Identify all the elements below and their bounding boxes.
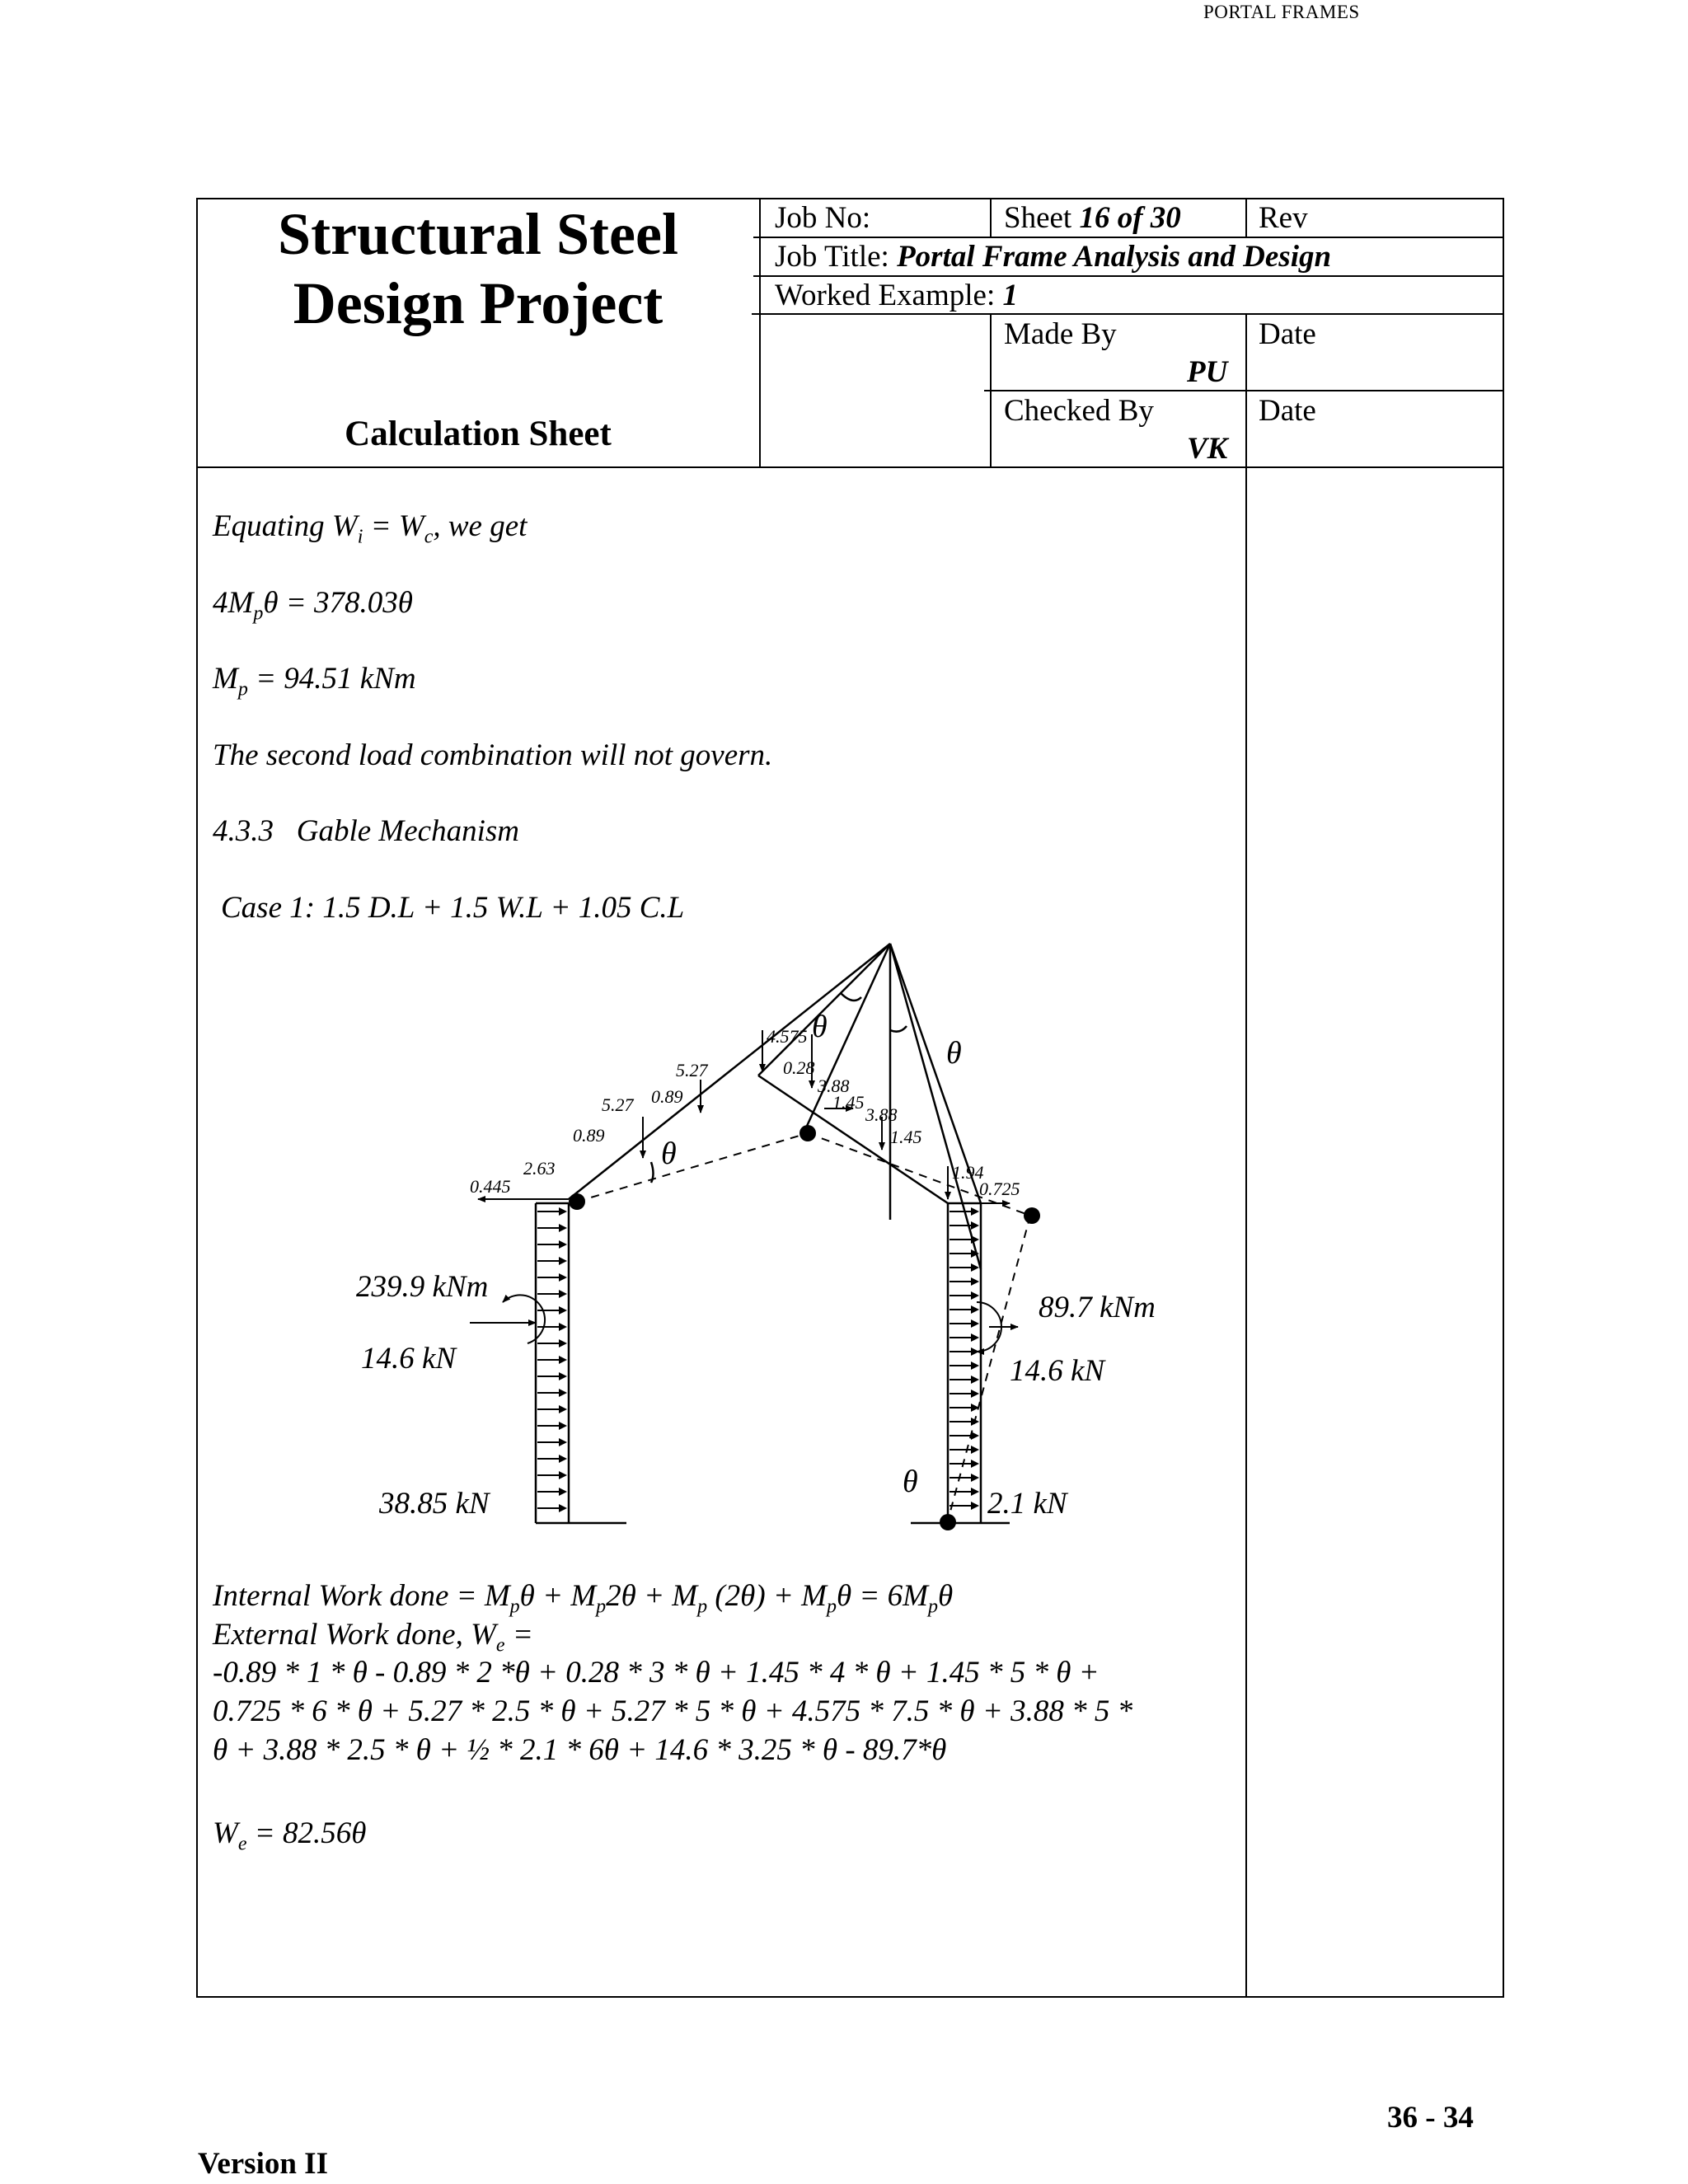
page-number: 36 - 34 bbox=[1387, 2101, 1474, 2135]
subscript: i bbox=[357, 526, 363, 548]
wind-arrow-head bbox=[559, 1455, 567, 1463]
subscript: p bbox=[927, 1596, 938, 1618]
wind-arrow-head bbox=[971, 1502, 979, 1510]
load-label: 0.89 bbox=[573, 1125, 605, 1146]
wind-arrow-head bbox=[559, 1290, 567, 1298]
work-text: θ = 6M bbox=[836, 1579, 928, 1613]
wind-arrow-head bbox=[559, 1488, 567, 1496]
date-label-made: Date bbox=[1259, 317, 1316, 351]
project-title-line2: Design Project bbox=[293, 270, 663, 336]
subscript: e bbox=[495, 1634, 505, 1657]
result-line bbox=[213, 1816, 366, 1855]
right-wind-load-arrows bbox=[950, 1207, 979, 1510]
load-label: 0.725 bbox=[979, 1179, 1020, 1199]
date-label-checked: Date bbox=[1259, 394, 1316, 428]
worked-example-value: 1 bbox=[1002, 279, 1018, 312]
external-work-line bbox=[213, 1617, 533, 1657]
wind-arrow-head bbox=[971, 1221, 979, 1230]
left-horizontal-label: 14.6 kN bbox=[361, 1342, 457, 1376]
calc-line-1: -0.89 * 1 * θ - 0.89 * 2 *θ + 0.28 * 3 * θ + 1.45 * 4 * θ + 1.45 * 5 * θ + bbox=[213, 1656, 1100, 1690]
equating-text: Equating W bbox=[213, 509, 358, 543]
wind-arrow-head bbox=[559, 1323, 567, 1331]
made-by-label: Made By bbox=[1004, 317, 1117, 351]
wind-arrow-head bbox=[971, 1404, 979, 1412]
subscript: c bbox=[424, 526, 434, 548]
load-label: 0.89 bbox=[651, 1086, 683, 1107]
checked-by-label: Checked By bbox=[1004, 394, 1154, 428]
result-text: = 82.56θ bbox=[246, 1816, 367, 1850]
subscript: p bbox=[697, 1596, 708, 1618]
right-moment-label: 89.7 kNm bbox=[1039, 1291, 1156, 1324]
equating-text: , we get bbox=[433, 509, 528, 543]
subscript: p bbox=[596, 1596, 607, 1618]
wind-arrow-head bbox=[559, 1207, 567, 1216]
right-vertical-label: 2.1 kN bbox=[987, 1487, 1067, 1521]
section-heading: 4.3.3 Gable Mechanism bbox=[213, 814, 519, 848]
load-case: Case 1: 1.5 D.L + 1.5 W.L + 1.05 C.L bbox=[221, 891, 685, 925]
wind-arrow-head bbox=[559, 1405, 567, 1413]
theta-label: θ bbox=[946, 1036, 962, 1071]
load-label: 4.575 bbox=[767, 1026, 808, 1047]
theta-arc bbox=[890, 1026, 907, 1032]
equating-text: = W bbox=[363, 509, 424, 543]
right-horizontal-label: 14.6 kN bbox=[1010, 1354, 1105, 1388]
theta-label: θ bbox=[661, 1137, 677, 1171]
theta-label: θ bbox=[903, 1465, 918, 1499]
subscript: p bbox=[253, 602, 264, 625]
load-label: 1.45 bbox=[890, 1127, 922, 1147]
wind-arrow-head bbox=[559, 1356, 567, 1364]
wind-arrow-head bbox=[559, 1339, 567, 1347]
worked-example-label: Worked Example: bbox=[775, 279, 996, 312]
wind-arrow-head bbox=[971, 1474, 979, 1482]
wind-arrow-head bbox=[559, 1389, 567, 1397]
equation-text: 4M bbox=[213, 586, 254, 620]
plastic-hinge bbox=[1024, 1207, 1040, 1224]
left-moment-arc bbox=[503, 1295, 545, 1343]
load-label: 0.445 bbox=[470, 1176, 511, 1197]
wind-arrow-head bbox=[971, 1460, 979, 1468]
work-text: 2θ + M bbox=[606, 1579, 698, 1613]
wind-arrow-head bbox=[559, 1257, 567, 1265]
theta-label: θ bbox=[812, 1010, 828, 1044]
load-label: 1.94 bbox=[952, 1162, 984, 1183]
subscript: p bbox=[509, 1596, 520, 1618]
equation-text: θ = 378.03θ bbox=[263, 586, 413, 620]
wind-arrow-head bbox=[971, 1319, 979, 1328]
sheet-value: 16 of 30 bbox=[1079, 201, 1181, 235]
left-moment-label: 239.9 kNm bbox=[356, 1270, 489, 1304]
work-text: Internal Work done = M bbox=[213, 1579, 510, 1613]
wind-arrow-head bbox=[971, 1277, 979, 1286]
load-label: 2.63 bbox=[523, 1158, 556, 1179]
load-label: 3.88 bbox=[865, 1104, 898, 1125]
left-wind-load-arrows bbox=[537, 1207, 567, 1512]
wind-arrow-head bbox=[971, 1361, 979, 1370]
work-text: θ + M bbox=[519, 1579, 597, 1613]
running-head: PORTAL FRAMES bbox=[1203, 2, 1360, 22]
work-text: = bbox=[504, 1618, 533, 1652]
wind-arrow-head bbox=[559, 1438, 567, 1446]
wind-arrow-head bbox=[971, 1291, 979, 1300]
result-text: W bbox=[213, 1816, 238, 1850]
load-label: 5.27 bbox=[602, 1094, 634, 1115]
wind-arrow-head bbox=[971, 1263, 979, 1272]
job-title-label: Job Title: bbox=[775, 240, 889, 274]
left-rafter bbox=[569, 944, 890, 1199]
subscript: p bbox=[826, 1596, 837, 1618]
work-text: External Work done, W bbox=[213, 1618, 496, 1652]
mechanism-dashed-line bbox=[577, 1133, 808, 1202]
subscript: e bbox=[237, 1833, 247, 1855]
job-title-value: Portal Frame Analysis and Design bbox=[897, 240, 1332, 274]
sheet-label: Sheet bbox=[1004, 201, 1072, 235]
internal-work-line bbox=[213, 1578, 953, 1618]
equation-text: M bbox=[213, 662, 238, 696]
wind-arrow-head bbox=[559, 1422, 567, 1430]
work-text: (2θ) + M bbox=[707, 1579, 827, 1613]
plastic-hinge bbox=[940, 1514, 956, 1530]
wind-arrow-head bbox=[559, 1224, 567, 1232]
load-label: 5.27 bbox=[676, 1060, 708, 1080]
load-label: 1.45 bbox=[832, 1092, 865, 1113]
wind-arrow-head bbox=[971, 1488, 979, 1496]
plastic-hinge bbox=[799, 1125, 816, 1141]
wind-arrow-head bbox=[971, 1305, 979, 1314]
wind-arrow-head bbox=[971, 1390, 979, 1398]
wind-arrow-head bbox=[971, 1376, 979, 1384]
wind-arrow-head bbox=[971, 1333, 979, 1342]
load-label: 0.28 bbox=[783, 1057, 815, 1078]
governing-note: The second load combination will not govern. bbox=[213, 738, 773, 772]
subscript: p bbox=[237, 678, 248, 701]
sheet-subtitle: Calculation Sheet bbox=[345, 415, 612, 453]
wind-arrow-head bbox=[559, 1471, 567, 1479]
plastic-hinge bbox=[569, 1193, 585, 1210]
load-label: 3.88 bbox=[818, 1076, 850, 1096]
equation-text: = 94.51 kNm bbox=[247, 662, 416, 696]
rotated-line bbox=[890, 944, 981, 1269]
wind-arrow-head bbox=[559, 1273, 567, 1282]
checked-by-value: VK bbox=[1187, 432, 1228, 466]
wind-arrow-head bbox=[559, 1372, 567, 1380]
calc-line-3: θ + 3.88 * 2.5 * θ + ½ * 2.1 * 6θ + 14.6 * 3.25 * θ - 89.7*θ bbox=[213, 1733, 947, 1767]
wind-arrow-head bbox=[971, 1432, 979, 1440]
wind-arrow-head bbox=[559, 1240, 567, 1249]
calc-line-2: 0.725 * 6 * θ + 5.27 * 2.5 * θ + 5.27 * 5 * θ + 4.575 * 7.5 * θ + 3.88 * 5 * bbox=[213, 1694, 1133, 1728]
made-by-value: PU bbox=[1187, 355, 1228, 389]
wind-arrow-head bbox=[971, 1446, 979, 1454]
job-no-label: Job No: bbox=[775, 201, 871, 235]
work-text: θ bbox=[937, 1579, 954, 1613]
wind-arrow-head bbox=[559, 1306, 567, 1315]
rev-label: Rev bbox=[1259, 201, 1308, 235]
left-vertical-label: 38.85 kN bbox=[379, 1487, 490, 1521]
project-title-line1: Structural Steel bbox=[278, 201, 678, 267]
wind-arrow-head bbox=[559, 1504, 567, 1512]
version-label: Version II bbox=[198, 2147, 328, 2181]
wind-arrow-head bbox=[971, 1207, 979, 1216]
theta-arc bbox=[841, 993, 861, 1001]
wind-arrow-head bbox=[971, 1235, 979, 1244]
